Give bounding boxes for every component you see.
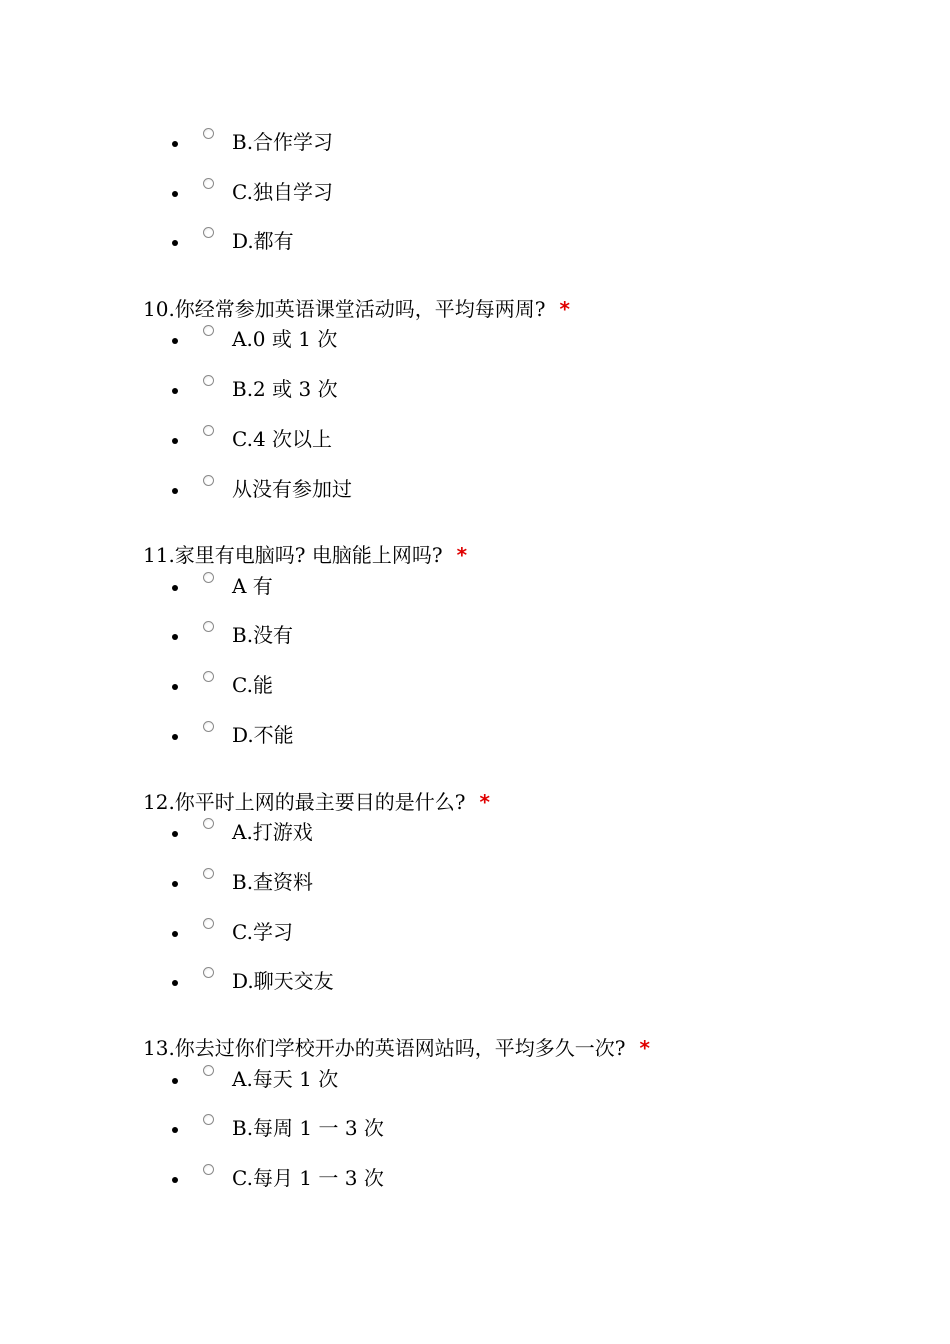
option-label: B.2 或 3 次 bbox=[232, 377, 338, 401]
option-label: C.每月 1 一 3 次 bbox=[232, 1166, 384, 1190]
required-star: * bbox=[639, 1036, 650, 1060]
question-text: 10.你经常参加英语课堂活动吗，平均每两周? bbox=[143, 297, 546, 321]
radio-button-q12-a[interactable] bbox=[203, 818, 214, 829]
radio-button-q12-d[interactable] bbox=[203, 967, 214, 978]
radio-button-q10-d[interactable] bbox=[203, 475, 214, 486]
option-label: C.学习 bbox=[232, 920, 293, 944]
question-text: 12.你平时上网的最主要目的是什么? bbox=[143, 790, 466, 814]
radio-button-q13-c[interactable] bbox=[203, 1164, 214, 1175]
option-q9-c[interactable] bbox=[0, 178, 950, 208]
bullet-dot bbox=[172, 831, 178, 837]
question-title bbox=[143, 790, 490, 814]
bullet-dot bbox=[172, 980, 178, 986]
bullet-dot bbox=[172, 388, 178, 394]
option-q10-b[interactable] bbox=[0, 375, 950, 405]
option-label: A.打游戏 bbox=[232, 820, 313, 844]
required-star: * bbox=[479, 790, 490, 814]
radio-button-q9-c[interactable] bbox=[203, 178, 214, 189]
bullet-dot bbox=[172, 881, 178, 887]
option-q11-c[interactable] bbox=[0, 671, 950, 701]
bullet-dot bbox=[172, 734, 178, 740]
option-label: A.0 或 1 次 bbox=[232, 327, 338, 351]
option-q11-a[interactable] bbox=[0, 572, 950, 602]
option-q10-d[interactable] bbox=[0, 475, 950, 505]
bullet-dot bbox=[172, 488, 178, 494]
option-q9-b[interactable] bbox=[0, 128, 950, 158]
radio-button-q11-a[interactable] bbox=[203, 572, 214, 583]
required-star: * bbox=[456, 543, 468, 567]
bullet-dot bbox=[172, 438, 178, 444]
option-q11-d[interactable] bbox=[0, 721, 950, 751]
option-label: D.都有 bbox=[232, 229, 294, 253]
option-q11-b[interactable] bbox=[0, 621, 950, 651]
radio-button-q13-b[interactable] bbox=[203, 1114, 214, 1125]
radio-button-q9-b[interactable] bbox=[203, 128, 214, 139]
option-q13-c[interactable] bbox=[0, 1164, 950, 1194]
question-title bbox=[143, 543, 467, 567]
radio-button-q11-b[interactable] bbox=[203, 621, 214, 632]
radio-button-q10-a[interactable] bbox=[203, 325, 214, 336]
option-q10-a[interactable] bbox=[0, 325, 950, 355]
radio-button-q13-a[interactable] bbox=[203, 1065, 214, 1076]
option-q13-a[interactable] bbox=[0, 1065, 950, 1095]
option-label: B.每周 1 一 3 次 bbox=[232, 1116, 384, 1140]
option-label: D.不能 bbox=[232, 723, 294, 747]
option-q10-c[interactable] bbox=[0, 425, 950, 455]
option-label: D.聊天交友 bbox=[232, 969, 334, 993]
option-label: B.合作学习 bbox=[232, 130, 334, 154]
radio-button-q12-b[interactable] bbox=[203, 868, 214, 879]
bullet-dot bbox=[172, 634, 178, 640]
bullet-dot bbox=[172, 931, 178, 937]
option-q12-d[interactable] bbox=[0, 967, 950, 997]
option-q12-b[interactable] bbox=[0, 868, 950, 898]
radio-button-q9-d[interactable] bbox=[203, 227, 214, 238]
option-label: C.4 次以上 bbox=[232, 427, 333, 451]
option-label: B.查资料 bbox=[232, 870, 314, 894]
option-label: A.每天 1 次 bbox=[232, 1067, 339, 1091]
option-label: C.独自学习 bbox=[232, 180, 333, 204]
question-title bbox=[143, 1036, 650, 1060]
option-label: B.没有 bbox=[232, 623, 294, 647]
option-q9-d[interactable] bbox=[0, 227, 950, 257]
radio-button-q10-b[interactable] bbox=[203, 375, 214, 386]
bullet-dot bbox=[172, 141, 178, 147]
option-q12-a[interactable] bbox=[0, 818, 950, 848]
bullet-dot bbox=[172, 240, 178, 246]
bullet-dot bbox=[172, 191, 178, 197]
option-q12-c[interactable] bbox=[0, 918, 950, 948]
radio-button-q12-c[interactable] bbox=[203, 918, 214, 929]
bullet-dot bbox=[172, 1127, 178, 1133]
option-label: C.能 bbox=[232, 673, 273, 697]
option-q13-b[interactable] bbox=[0, 1114, 950, 1144]
question-text: 13.你去过你们学校开办的英语网站吗，平均多久一次? bbox=[143, 1036, 626, 1060]
bullet-dot bbox=[172, 1177, 178, 1183]
bullet-dot bbox=[172, 684, 178, 690]
option-label: A 有 bbox=[232, 574, 273, 598]
bullet-dot bbox=[172, 338, 178, 344]
bullet-dot bbox=[172, 1078, 178, 1084]
question-title bbox=[143, 297, 570, 321]
question-text: 11.家里有电脑吗? 电脑能上网吗? bbox=[143, 543, 443, 567]
required-star: * bbox=[559, 297, 570, 321]
radio-button-q10-c[interactable] bbox=[203, 425, 214, 436]
bullet-dot bbox=[172, 585, 178, 591]
radio-button-q11-d[interactable] bbox=[203, 721, 214, 732]
option-label: 从没有参加过 bbox=[232, 477, 352, 501]
radio-button-q11-c[interactable] bbox=[203, 671, 214, 682]
